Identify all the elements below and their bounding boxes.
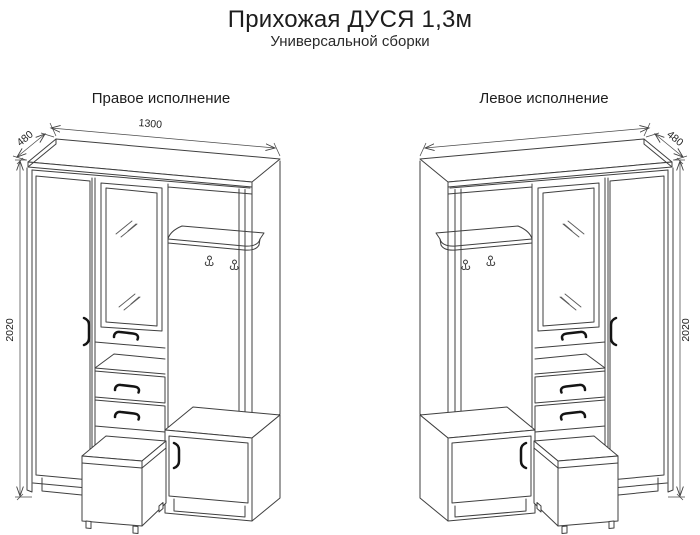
page-title: Прихожая ДУСЯ 1,3м [227, 6, 473, 33]
dim-depth-label: 480 [664, 128, 686, 149]
dim-depth-label: 480 [14, 128, 36, 149]
dim-height-label: 2020 [680, 318, 692, 342]
diagram-right-version [13, 123, 280, 534]
diagram-left-version [420, 123, 687, 534]
variant-label-right-version: Правое исполнение [91, 90, 231, 107]
dim-height-label: 2020 [4, 318, 16, 342]
page-subtitle: Универсальной сборки [270, 33, 430, 50]
variant-label-left-version: Левое исполнение [479, 90, 609, 107]
dim-width-label: 1300 [138, 117, 163, 132]
